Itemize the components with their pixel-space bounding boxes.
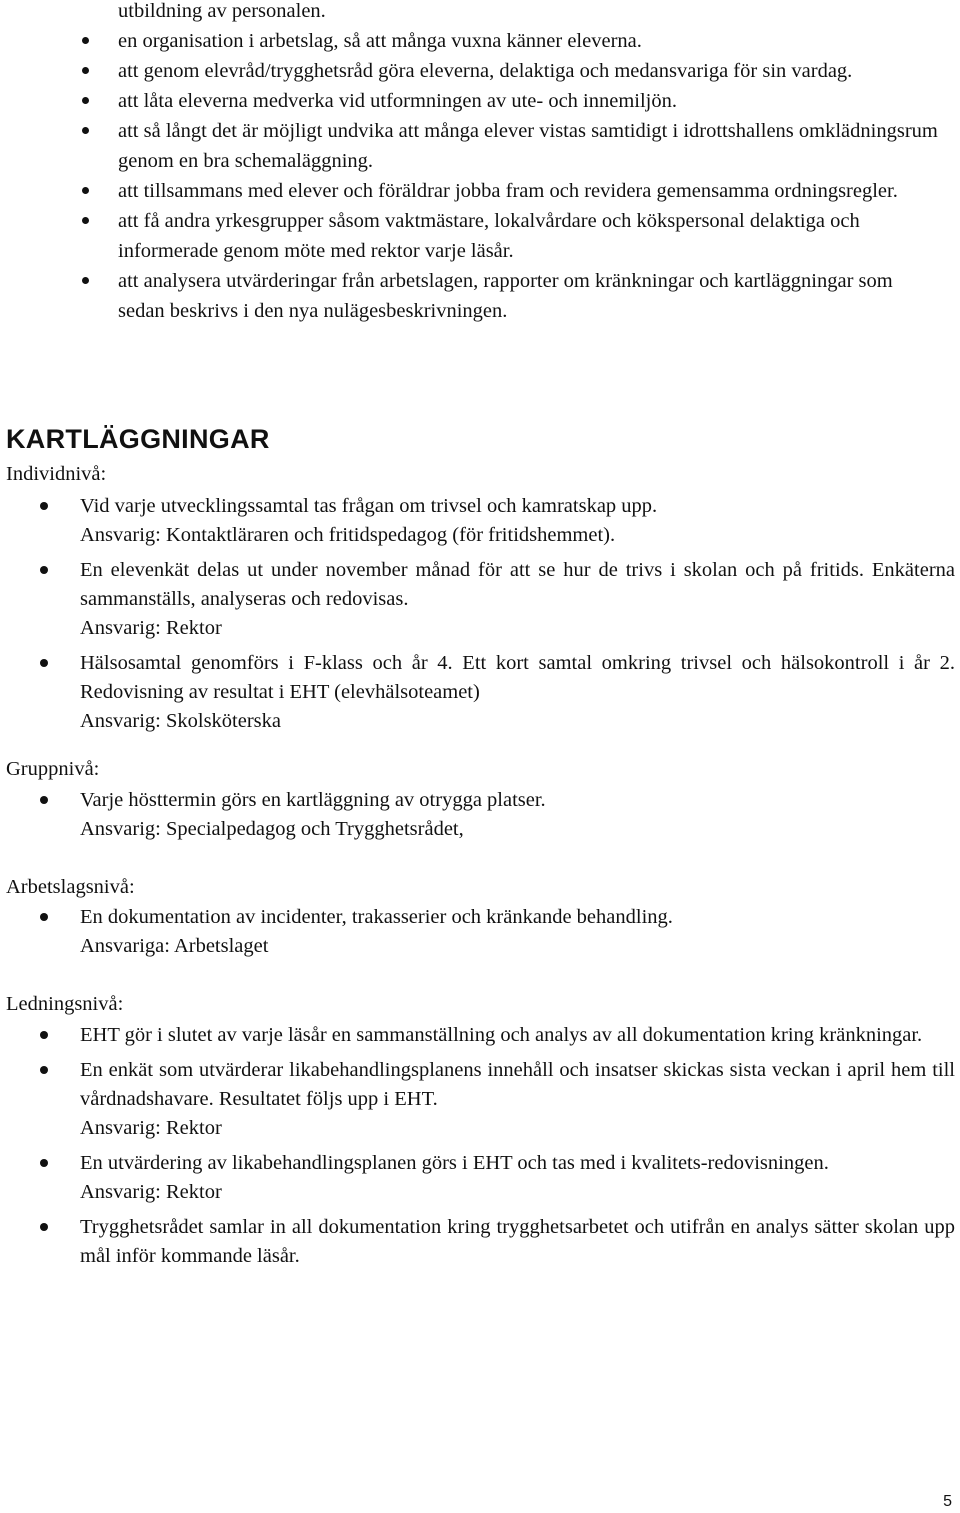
- responsible-text: Ansvarig: Rektor: [80, 1181, 222, 1203]
- list-item-text: En dokumentation av incidenter, trakasserier och kränkande behandling.: [80, 906, 673, 928]
- list-item: [0, 266, 960, 326]
- list-item: [0, 26, 960, 56]
- bullet-icon: [82, 187, 89, 194]
- responsible-text: Ansvarig: Rektor: [80, 1117, 222, 1139]
- bullet-icon: [40, 566, 48, 574]
- list-item: [0, 903, 960, 961]
- list-item-text: att få andra yrkesgrupper såsom vaktmästare, lokalvårdare och kökspersonal delaktiga och informerade genom möte med rektor varje läsår.: [118, 210, 860, 262]
- list-item: [0, 1056, 960, 1143]
- list-item: [0, 1213, 960, 1271]
- bullet-icon: [40, 1159, 48, 1167]
- arbetslag-list: [0, 903, 960, 961]
- responsible-text: Ansvarig: Skolsköterska: [80, 710, 281, 732]
- bullet-icon: [40, 796, 48, 804]
- list-item: [0, 786, 960, 844]
- list-item-text: Vid varje utvecklingssamtal tas frågan om trivsel och kamratskap upp.: [80, 495, 658, 517]
- section-title: KARTLÄGGNINGAR: [6, 424, 270, 454]
- individ-heading: Individnivå:: [6, 463, 107, 485]
- bullet-icon: [82, 277, 89, 284]
- list-item: [0, 56, 960, 86]
- ledning-list: [0, 1021, 960, 1271]
- list-item: [0, 206, 960, 266]
- ledning-heading: Ledningsnivå:: [6, 993, 124, 1015]
- bullet-icon: [40, 502, 48, 510]
- list-item: [0, 492, 960, 550]
- arbetslag-heading: Arbetslagsnivå:: [6, 876, 135, 898]
- list-item-text: En elevenkät delas ut under november månad för att se hur de trivs i skolan och på fritids. Enkäterna sammanställs, analyseras och redovisas.: [80, 559, 955, 610]
- responsible-text: Ansvariga: Arbetslaget: [80, 935, 269, 957]
- list-item: [0, 1149, 960, 1207]
- measures-list: [0, 0, 960, 326]
- list-item-text: Trygghetsrådet samlar in all dokumentation kring trygghetsarbetet och utifrån en analys sätter skolan upp mål inför kommande läsår.: [80, 1216, 955, 1267]
- list-item-text: att analysera utvärderingar från arbetslagen, rapporter om kränkningar och kartläggningar som sedan beskrivs i den nya nulägesbeskrivningen.: [118, 270, 893, 322]
- bullet-icon: [82, 67, 89, 74]
- list-item-text: utbildning av personalen.: [118, 0, 326, 22]
- list-item: [0, 116, 960, 176]
- list-item-text: Varje hösttermin görs en kartläggning av otrygga platser.: [80, 789, 546, 811]
- bullet-icon: [40, 1223, 48, 1231]
- list-item-text: en organisation i arbetslag, så att många vuxna känner eleverna.: [118, 30, 642, 52]
- list-item-text: Hälsosamtal genomförs i F-klass och år 4. Ett kort samtal omkring trivsel och hälsokontroll i år 2. Redovisning av resultat i EHT (elevhälsoteamet): [80, 652, 955, 703]
- list-item-text: att tillsammans med elever och föräldrar jobba fram och revidera gemensamma ordningsregler.: [118, 180, 898, 202]
- list-item: [0, 1021, 960, 1050]
- list-item: [0, 0, 960, 26]
- bullet-icon: [40, 1031, 48, 1039]
- list-item: [0, 649, 960, 736]
- list-item: [0, 556, 960, 643]
- bullet-icon: [40, 1066, 48, 1074]
- grupp-heading: Gruppnivå:: [6, 758, 100, 780]
- bullet-icon: [82, 97, 89, 104]
- bullet-icon: [82, 37, 89, 44]
- bullet-icon: [40, 659, 48, 667]
- list-item-text: att så långt det är möjligt undvika att många elever vistas samtidigt i idrottshallens omklädningsrum genom en bra schemaläggning.: [118, 120, 938, 172]
- list-item: [0, 86, 960, 116]
- bullet-icon: [82, 127, 89, 134]
- responsible-text: Ansvarig: Specialpedagog och Trygghetsrådet,: [80, 818, 464, 840]
- list-item-text: att genom elevråd/trygghetsråd göra eleverna, delaktiga och medansvariga för sin vardag.: [118, 60, 853, 82]
- list-item-text: EHT gör i slutet av varje läsår en sammanställning och analys av all dokumentation kring kränkningar.: [80, 1024, 923, 1046]
- list-item-text: En enkät som utvärderar likabehandlingsplanens innehåll och insatser skickas sista veckan i april hem till vårdnadshavare. Resultatet följs upp i EHT.: [80, 1059, 955, 1110]
- list-item-text: En utvärdering av likabehandlingsplanen görs i EHT och tas med i kvalitets-redovisningen.: [80, 1152, 829, 1174]
- responsible-text: Ansvarig: Kontaktläraren och fritidspedagog (för fritidshemmet).: [80, 524, 616, 546]
- list-item: [0, 176, 960, 206]
- page-number: 5: [943, 1493, 952, 1510]
- bullet-icon: [40, 913, 48, 921]
- bullet-icon: [82, 217, 89, 224]
- individ-list: [0, 492, 960, 736]
- grupp-list: [0, 786, 960, 844]
- responsible-text: Ansvarig: Rektor: [80, 617, 222, 639]
- list-item-text: att låta eleverna medverka vid utformningen av ute- och innemiljön.: [118, 90, 677, 112]
